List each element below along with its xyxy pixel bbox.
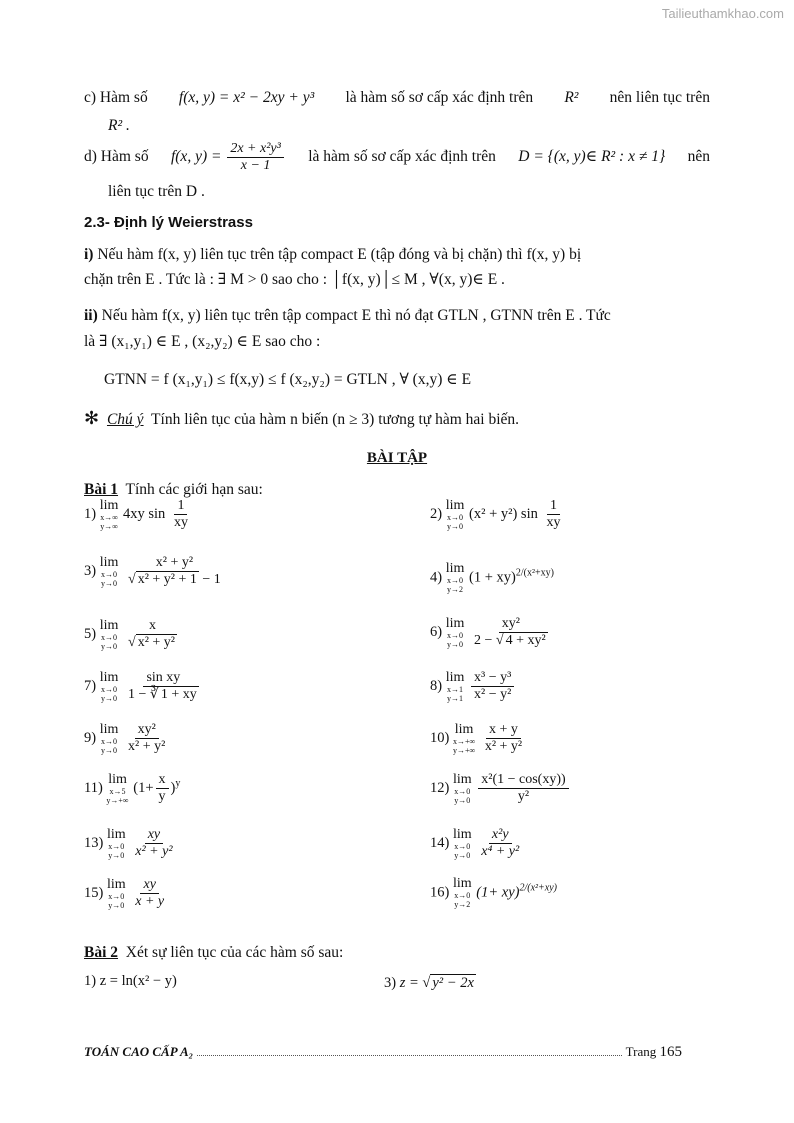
exercise-14: 14) lim x→0 y→0 $\frac{\text{x²y}}{\text{x⁴ + y²}}$ (430, 826, 520, 860)
exercise-10: 10) lim x→+∞ y→+∞ $\frac{x + y}{\text{x² + y²}}$ (430, 721, 523, 755)
exercise-4: 4) lim x→0 y→2 (1 + xy)$^{2/(x^2+xy)}$ (430, 561, 554, 594)
theorem-ii-line1: ii) Nếu hàm f(x, y) liên tục trên tập compact E thì nó đạt GTLN , GTNN trên E . Tức (84, 307, 611, 324)
bai2-heading: Bài 2 Xét sự liên tục của các hàm số sau: (84, 944, 344, 961)
footer-page-number: 165 (659, 1044, 682, 1060)
exercise-7: 7) lim x→0 y→0 $\frac{\text{sin xy}}{1 - ∛ 1 + xy}$ (84, 669, 197, 703)
para-c: c) Hàm số f(x, y) = x² − 2xy + y³ là hàm số sơ cấp xác định trên R² nên liên tục trên (84, 89, 710, 106)
theorem-ii-line3: GTNN = f (x₁,y₁) ≤ f(x,y) ≤ f (x₂,y₂) = GTLN , ∀ (x,y) ∈ E (104, 371, 472, 388)
theorem-i-line2: chặn trên E . Tức là : ∃ M > 0 sao cho : │f(x, y)│≤ M , ∀(x, y)∈ E . (84, 271, 505, 288)
page-footer (84, 1044, 682, 1061)
exercise-2: 2) lim x→0 y→0 (x² + y²) sin $\frac{1}{xy}$ (430, 497, 561, 531)
star-icon: ✻ (84, 408, 100, 428)
exercise-5: 5) lim x→0 y→0 $\frac{x}{\text{√ x² + y²}}$ (84, 617, 175, 651)
exercise-16: 16) lim x→0 y→2 (1+ xy)$^{2/(x^2+xy)}$ (430, 876, 557, 909)
para-d: d) Hàm số f(x, y) = $\frac{\text{2x + x²y³}}{x - 1}$ là hàm số sơ cấp xác định trên D = {(x, y)∈ R² : x ≠ 1} nên (84, 138, 710, 176)
domain-d: D = {(x, y)∈ R² : x ≠ 1} (518, 148, 666, 165)
note: ✻ Chú ý Tính liên tục của hàm n biến (n ≥ 3) tương tự hàm hai biến. (84, 408, 520, 428)
footer-title: TOÁN CAO CẤP A₂ (84, 1044, 194, 1059)
footer-page-label: Trang (625, 1044, 657, 1059)
section-title: 2.3- Định lý Weierstrass (84, 214, 253, 231)
bai1-heading: Bài 1 Tính các giới hạn sau: (84, 481, 263, 498)
theorem-ii-line2: là ∃ (x₁,y₁) ∈ E , (x₂,y₂) ∈ E sao cho : (84, 333, 321, 350)
exercise-1: 1) lim x→∞ y→∞ 4xy sin $\frac{1}{xy}$ (84, 497, 188, 531)
para-d-line2: liên tục trên D . (108, 183, 205, 200)
exercise-6: 6) lim x→0 y→0 $\frac{\text{xy²}}{\text{2 − √ 4 + xy²}}$ (430, 615, 546, 649)
exercise-9: 9) lim x→0 y→0 $\frac{\text{xy²}}{\text{x² + y²}}$ (84, 721, 166, 755)
exercise-15: 15) lim x→0 y→0 $\frac{xy}{x + y}$ (84, 876, 165, 910)
watermark: Tailieuthamkhao.com (661, 6, 784, 21)
theorem-i-line1: i) Nếu hàm f(x, y) liên tục trên tập compact E (tập đóng và bị chặn) thì f(x, y) bị (84, 246, 582, 263)
exercises-title: BÀI TẬP (366, 450, 428, 466)
para-c-line2: R² . (108, 117, 130, 134)
exercise-3: 3) lim x→0 y→0 $\frac{\text{x² + y²}}{\text{√ x² + y² + 1 − 1}}$ (84, 554, 221, 588)
para-d-fraction: $\frac{\text{2x + x²y³}}{x - 1}$ (227, 141, 283, 174)
para-c-formula: f(x, y) = x² − 2xy + y³ (178, 89, 315, 106)
bai2-item-3: 3) z = √ y² − 2x (384, 975, 474, 991)
bai2-item-1: 1) z = ln(x² − y) (84, 973, 177, 989)
exercise-13: 13) lim x→0 y→0 $\frac{xy}{\text{x² + y²}}$ (84, 826, 173, 860)
exercise-12: 12) lim x→0 y→0 $\frac{\text{x²(1 − cos(xy))}}{\text{y²}}$ (430, 772, 571, 805)
exercise-11: 11) lim x→5 y→+∞ (1+ $\frac{x}{y}$ )$^y$ (84, 771, 181, 805)
exercise-8: 8) lim x→1 y→1 $\frac{\text{x³ − y³}}{\text{x² − y²}}$ (430, 670, 516, 703)
